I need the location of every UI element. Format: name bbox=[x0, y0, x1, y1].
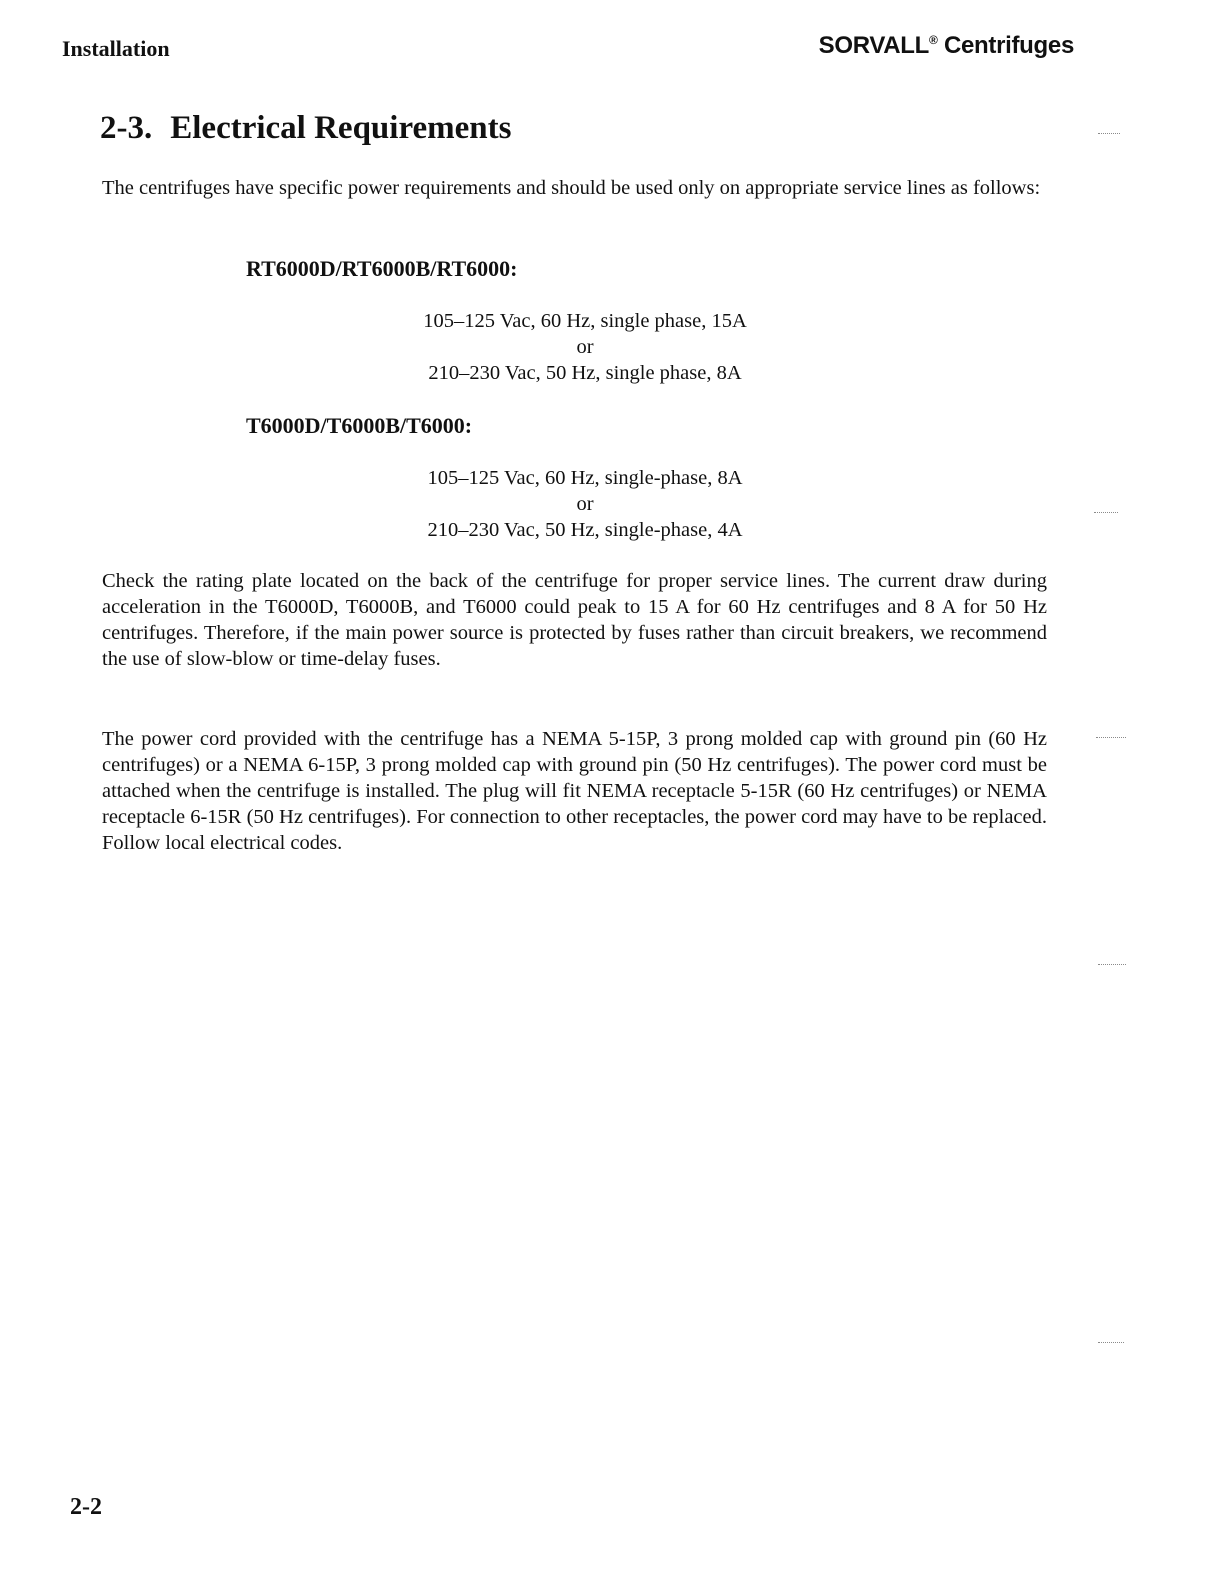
section-title bbox=[100, 110, 511, 147]
scan-speck bbox=[1094, 512, 1118, 513]
section-number: 2-3. bbox=[100, 110, 153, 146]
model-group-heading: RT6000D/RT6000B/RT6000: bbox=[246, 256, 518, 281]
power-spec-line: 105–125 Vac, 60 Hz, single phase, 15A bbox=[423, 310, 747, 332]
power-spec-separator: or bbox=[576, 336, 594, 358]
running-header-section: Installation bbox=[62, 36, 170, 61]
section-title-text: Electrical Requirements bbox=[170, 110, 512, 146]
power-spec-block bbox=[390, 465, 780, 543]
scan-speck bbox=[1096, 737, 1126, 738]
intro-paragraph: The centrifuges have specific power requirements and should be used only on appropriate service lines as follows: bbox=[102, 177, 1041, 199]
model-group-heading: T6000D/T6000B/T6000: bbox=[246, 413, 473, 438]
running-header-brand bbox=[819, 32, 1074, 60]
scan-speck bbox=[1098, 1342, 1124, 1343]
scan-speck bbox=[1098, 133, 1120, 134]
registered-mark: ® bbox=[929, 33, 938, 47]
rating-plate-paragraph: Check the rating plate located on the back of the centrifuge for proper service lines. The current draw during acceleration in the T6000D, T6000B, and T6000 could peak to 15 A for 60 Hz centrifuges and 8 A for 50 Hz centrifuges. Therefore, if the main power source is protected by fuses rather than circuit breakers, we recommend the use of slow-blow or time-delay fuses. bbox=[102, 570, 1047, 670]
brand-name: SORVALL bbox=[818, 32, 930, 59]
power-spec-line: 210–230 Vac, 50 Hz, single-phase, 4A bbox=[427, 519, 743, 541]
power-spec-block bbox=[390, 308, 780, 386]
power-spec-line: 210–230 Vac, 50 Hz, single phase, 8A bbox=[428, 362, 742, 384]
scan-speck bbox=[1098, 964, 1126, 965]
power-spec-line: 105–125 Vac, 60 Hz, single-phase, 8A bbox=[427, 467, 743, 489]
power-spec-separator: or bbox=[576, 493, 594, 515]
product-name: Centrifuges bbox=[943, 32, 1074, 59]
page-number: 2-2 bbox=[70, 1494, 102, 1520]
power-cord-paragraph: The power cord provided with the centrifuge has a NEMA 5-15P, 3 prong molded cap with ground pin (60 Hz centrifuges) or a NEMA 6-15P, 3 prong molded cap with ground pin (50 Hz centrifuges). The power cord must be attached when the centrifuge is installed. The plug will fit NEMA receptacle 5-15R (60 Hz centrifuges) or NEMA receptacle 6-15R (50 Hz centrifuges). For connection to other receptacles, the power cord may have to be replaced. Follow local electrical codes. bbox=[102, 728, 1047, 854]
